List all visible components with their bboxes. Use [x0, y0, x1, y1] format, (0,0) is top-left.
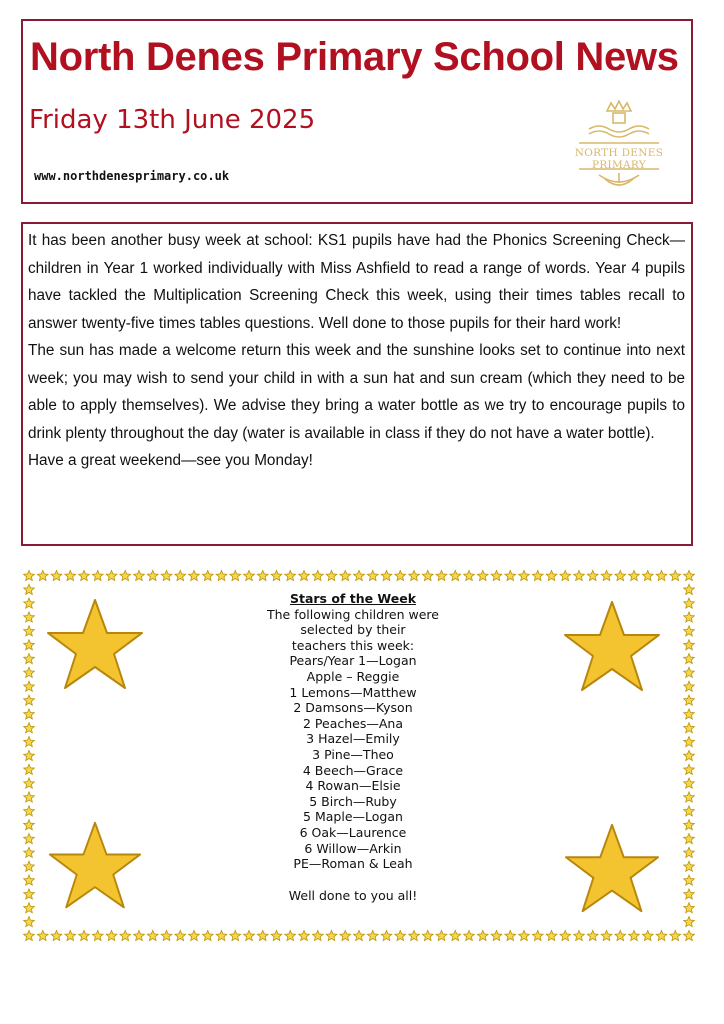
border-star-icon	[684, 709, 695, 719]
border-star-icon	[230, 930, 241, 940]
border-star-icon	[422, 930, 433, 940]
border-star-icon	[24, 681, 35, 691]
border-star-icon	[24, 640, 35, 650]
star-icon-top-right	[561, 597, 663, 697]
border-star-icon	[147, 570, 158, 580]
award-entry: 1 Lemons—Matthew	[289, 684, 417, 700]
newsletter-header	[21, 19, 693, 204]
border-star-icon	[24, 778, 35, 788]
award-entry: Apple – Reggie	[306, 668, 400, 684]
border-star-icon	[381, 930, 392, 940]
border-star-icon	[436, 930, 447, 940]
border-star-icon	[684, 612, 695, 622]
border-star-icon	[684, 792, 695, 802]
stars-intro-line: The following children were	[267, 606, 439, 622]
border-star-icon	[161, 570, 172, 580]
award-entry: Pears/Year 1—Logan	[289, 653, 417, 669]
border-star-icon	[684, 640, 695, 650]
award-entry: 2 Peaches—Ana	[303, 715, 403, 731]
border-star-icon	[574, 570, 585, 580]
border-star-icon	[546, 930, 557, 940]
border-star-icon	[684, 667, 695, 677]
border-star-icon	[79, 570, 90, 580]
border-star-icon	[532, 930, 543, 940]
border-star-icon	[24, 889, 35, 899]
award-entry: 2 Damsons—Kyson	[293, 700, 413, 716]
border-star-icon	[24, 917, 35, 927]
border-star-icon	[24, 792, 35, 802]
border-star-icon	[464, 930, 475, 940]
border-star-icon	[684, 737, 695, 747]
border-star-icon	[684, 764, 695, 774]
news-paragraph-1: It has been another busy week at school: KS1 pupils have had the Phonics Screening Check—children in Year 1 worked individually with Miss Ashfield to read a range of words. Year 4 pupils have tackled the Multiplication Screening Check this week, using their times tables recall to answer twenty-five times tables questions. Well done to those pupils for their hard work!	[28, 232, 685, 332]
crest-text-line2: PRIMARY	[591, 159, 647, 171]
border-star-icon	[120, 930, 131, 940]
border-star-icon	[24, 695, 35, 705]
border-star-icon	[491, 570, 502, 580]
award-entry: 6 Oak—Laurence	[299, 824, 407, 840]
border-star-icon	[670, 570, 681, 580]
border-star-icon	[354, 570, 365, 580]
border-star-icon	[326, 930, 337, 940]
border-star-icon	[684, 653, 695, 663]
border-star-icon	[629, 930, 640, 940]
border-star-icon	[464, 570, 475, 580]
border-star-icon	[24, 820, 35, 830]
border-star-icon	[106, 930, 117, 940]
border-star-icon	[24, 612, 35, 622]
border-star-icon	[684, 875, 695, 885]
border-star-icon	[24, 764, 35, 774]
border-star-icon	[684, 570, 695, 580]
border-star-icon	[24, 875, 35, 885]
stars-title: Stars of the Week	[289, 591, 417, 606]
border-star-icon	[642, 930, 653, 940]
border-star-icon	[134, 930, 145, 940]
crest-text-line1: NORTH DENES	[574, 147, 664, 159]
border-star-icon	[120, 570, 131, 580]
border-star-icon	[422, 570, 433, 580]
border-star-icon	[670, 930, 681, 940]
border-star-icon	[684, 930, 695, 940]
border-star-icon	[684, 861, 695, 871]
border-star-icon	[24, 570, 35, 580]
news-paragraph-3: Have a great weekend—see you Monday!	[28, 452, 313, 469]
border-star-icon	[684, 917, 695, 927]
border-star-icon	[656, 570, 667, 580]
border-star-icon	[684, 750, 695, 760]
border-star-icon	[574, 930, 585, 940]
border-star-icon	[642, 570, 653, 580]
border-star-icon	[285, 930, 296, 940]
border-star-icon	[147, 930, 158, 940]
border-star-icon	[436, 570, 447, 580]
border-star-icon	[450, 930, 461, 940]
border-star-icon	[381, 570, 392, 580]
border-star-icon	[24, 737, 35, 747]
border-star-icon	[367, 570, 378, 580]
stars-intro-line: teachers this week:	[291, 637, 415, 653]
border-star-icon	[37, 570, 48, 580]
border-star-icon	[24, 598, 35, 608]
border-star-icon	[684, 778, 695, 788]
border-star-icon	[684, 847, 695, 857]
border-star-icon	[65, 930, 76, 940]
border-star-icon	[477, 570, 488, 580]
border-star-icon	[189, 570, 200, 580]
border-star-icon	[684, 903, 695, 913]
border-star-icon	[92, 930, 103, 940]
border-star-icon	[684, 598, 695, 608]
star-icon-bottom-left	[46, 818, 144, 914]
school-crest-logo	[569, 97, 669, 192]
news-paragraph-2: The sun has made a welcome return this week and the sunshine looks set to continue into next week; you may wish to send your child in with a sun hat and sun cream (which they need to be able to apply themselves). We advise they bring a water bottle as we try to encourage pupils to drink plenty throughout the day (water is available in class if they do not have a water bottle).	[28, 342, 685, 442]
star-icon-top-left	[44, 595, 146, 695]
border-star-icon	[24, 626, 35, 636]
crest-emblem-icon	[569, 97, 669, 192]
border-star-icon	[24, 833, 35, 843]
border-star-icon	[92, 570, 103, 580]
award-entry: 3 Hazel—Emily	[306, 731, 400, 747]
border-star-icon	[354, 930, 365, 940]
award-entry: PE—Roman & Leah	[293, 856, 413, 872]
border-star-icon	[175, 570, 186, 580]
star-icon-bottom-right	[562, 820, 662, 918]
border-star-icon	[51, 570, 62, 580]
border-star-icon	[285, 570, 296, 580]
border-star-icon	[601, 570, 612, 580]
border-star-icon	[312, 930, 323, 940]
border-star-icon	[51, 930, 62, 940]
border-star-icon	[230, 570, 241, 580]
border-star-icon	[37, 930, 48, 940]
border-star-icon	[684, 681, 695, 691]
border-star-icon	[24, 653, 35, 663]
award-entry: 6 Willow—Arkin	[304, 840, 402, 856]
border-star-icon	[340, 570, 351, 580]
border-star-icon	[684, 889, 695, 899]
border-star-icon	[505, 930, 516, 940]
border-star-icon	[106, 570, 117, 580]
border-star-icon	[216, 930, 227, 940]
border-star-icon	[299, 930, 310, 940]
border-star-icon	[505, 570, 516, 580]
border-star-icon	[24, 584, 35, 594]
award-entry: 5 Birch—Ruby	[309, 793, 397, 809]
border-star-icon	[519, 570, 530, 580]
stars-intro-line: selected by their	[300, 622, 406, 638]
border-star-icon	[271, 570, 282, 580]
border-star-icon	[477, 930, 488, 940]
border-star-icon	[79, 930, 90, 940]
border-star-icon	[450, 570, 461, 580]
border-star-icon	[161, 930, 172, 940]
border-star-icon	[24, 930, 35, 940]
border-star-icon	[684, 833, 695, 843]
border-star-icon	[409, 570, 420, 580]
border-star-icon	[546, 570, 557, 580]
border-star-icon	[24, 667, 35, 677]
border-star-icon	[24, 709, 35, 719]
border-star-icon	[24, 903, 35, 913]
border-star-icon	[601, 930, 612, 940]
award-entry: 4 Rowan—Elsie	[305, 778, 401, 794]
border-star-icon	[340, 930, 351, 940]
border-star-icon	[395, 930, 406, 940]
news-section	[21, 222, 693, 546]
border-star-icon	[257, 570, 268, 580]
border-star-icon	[244, 570, 255, 580]
border-star-icon	[560, 930, 571, 940]
border-star-icon	[587, 570, 598, 580]
border-star-icon	[299, 570, 310, 580]
school-website[interactable]: www.northdenesprimary.co.uk	[34, 169, 230, 183]
border-star-icon	[367, 930, 378, 940]
border-star-icon	[656, 930, 667, 940]
border-star-icon	[560, 570, 571, 580]
border-star-icon	[409, 930, 420, 940]
border-star-icon	[587, 930, 598, 940]
stars-of-the-week	[200, 591, 506, 903]
border-star-icon	[202, 570, 213, 580]
border-star-icon	[244, 930, 255, 940]
award-entry: 5 Maple—Logan	[303, 809, 403, 825]
border-star-icon	[684, 626, 695, 636]
border-star-icon	[615, 570, 626, 580]
border-star-icon	[615, 930, 626, 940]
border-star-icon	[684, 584, 695, 594]
border-star-icon	[271, 930, 282, 940]
border-star-icon	[519, 930, 530, 940]
border-star-icon	[629, 570, 640, 580]
border-star-icon	[684, 695, 695, 705]
border-star-icon	[134, 570, 145, 580]
border-star-icon	[175, 930, 186, 940]
border-star-icon	[684, 806, 695, 816]
border-star-icon	[202, 930, 213, 940]
border-star-icon	[24, 806, 35, 816]
border-star-icon	[684, 723, 695, 733]
border-star-icon	[532, 570, 543, 580]
border-star-icon	[491, 930, 502, 940]
border-star-icon	[24, 861, 35, 871]
newsletter-title: North Denes Primary School News	[30, 35, 679, 79]
border-star-icon	[65, 570, 76, 580]
border-star-icon	[189, 930, 200, 940]
border-star-icon	[24, 750, 35, 760]
stars-closing: Well done to you all!	[288, 887, 418, 903]
border-star-icon	[395, 570, 406, 580]
border-star-icon	[24, 847, 35, 857]
border-star-icon	[312, 570, 323, 580]
newsletter-date: Friday 13th June 2025	[29, 105, 316, 135]
award-entry: 4 Beech—Grace	[302, 762, 404, 778]
border-star-icon	[326, 570, 337, 580]
border-star-icon	[216, 570, 227, 580]
award-entry: 3 Pine—Theo	[312, 746, 394, 762]
border-star-icon	[24, 723, 35, 733]
border-star-icon	[684, 820, 695, 830]
border-star-icon	[257, 930, 268, 940]
